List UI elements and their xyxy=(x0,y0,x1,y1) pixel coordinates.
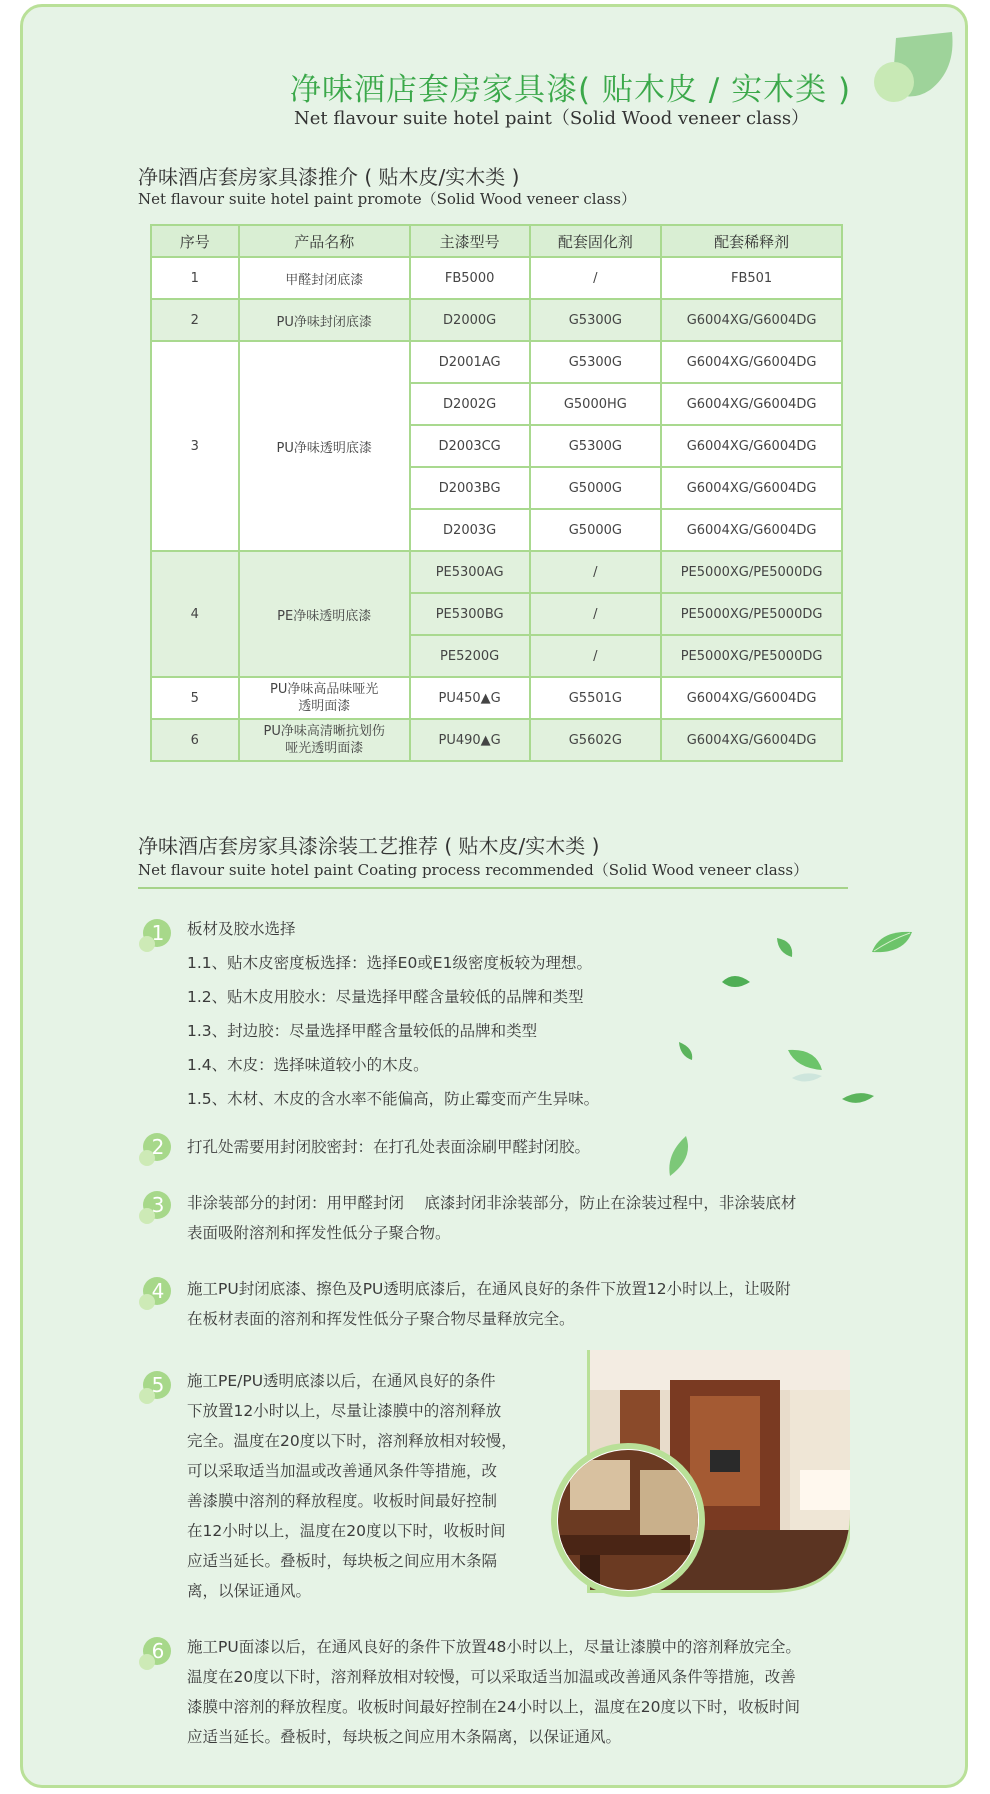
cell-hardener: G5501G xyxy=(530,677,662,719)
step-line: 施工PE/PU透明底漆以后，在通风良好的条件 xyxy=(187,1372,496,1390)
step-number: 6 xyxy=(151,1639,165,1663)
section2-subtitle: Net flavour suite hotel paint Coating process recommended（Solid Wood veneer class） xyxy=(138,861,809,879)
header-cell: 主漆型号 xyxy=(410,225,530,257)
section1-subtitle: Net flavour suite hotel paint promote（Solid Wood veneer class） xyxy=(138,190,636,208)
step-3-text xyxy=(187,1188,796,1248)
cell-thinner: G6004XG/G6004DG xyxy=(661,509,842,551)
cell-thinner: G6004XG/G6004DG xyxy=(661,383,842,425)
cell-model: FB5000 xyxy=(410,257,530,299)
table-row xyxy=(151,719,842,761)
cell-name-line: 透明面漆 xyxy=(298,699,351,714)
step-number-icon xyxy=(138,1370,172,1404)
section-divider xyxy=(138,887,848,889)
cell-name-line: PU净味高品味哑光 xyxy=(270,682,379,697)
cell-no: 3 xyxy=(151,341,239,551)
step-number-icon xyxy=(138,1190,172,1224)
cell-hardener: G5000G xyxy=(530,467,662,509)
step-number: 5 xyxy=(151,1373,165,1397)
step-number-icon xyxy=(138,918,172,952)
cell-thinner: G6004XG/G6004DG xyxy=(661,425,842,467)
step-line: 施工PU面漆以后，在通风良好的条件下放置48小时以上，尽量让漆膜中的溶剂释放完全。 xyxy=(187,1638,801,1656)
cell-thinner: FB501 xyxy=(661,257,842,299)
step-line: 善漆膜中溶剂的释放程度。收板时间最好控制 xyxy=(187,1492,498,1510)
cell-model: PE5300AG xyxy=(410,551,530,593)
product-table xyxy=(150,224,843,762)
step-line: 在板材表面的溶剂和挥发性低分子聚合物尽量释放完全。 xyxy=(187,1310,575,1328)
step-5-text xyxy=(187,1366,517,1606)
cell-thinner: G6004XG/G6004DG xyxy=(661,677,842,719)
header-cell: 配套稀释剂 xyxy=(661,225,842,257)
leaf-icon xyxy=(676,1040,696,1062)
cell-hardener: / xyxy=(530,257,662,299)
table-row xyxy=(151,257,842,299)
step-line: 表面吸附溶剂和挥发性低分子聚合物。 xyxy=(187,1224,451,1242)
step-line: 1.2、贴木皮用胶水：尽量选择甲醛含量较低的品牌和类型 xyxy=(187,988,584,1006)
cell-thinner: G6004XG/G6004DG xyxy=(661,299,842,341)
step-line: 可以采取适当加温或改善通风条件等措施，改 xyxy=(187,1462,498,1480)
step-number: 1 xyxy=(151,921,165,945)
header-cell: 配套固化剂 xyxy=(530,225,662,257)
cell-thinner: PE5000XG/PE5000DG xyxy=(661,635,842,677)
header-cell: 序号 xyxy=(151,225,239,257)
cell-model: PE5300BG xyxy=(410,593,530,635)
page-subtitle: Net flavour suite hotel paint（Solid Wood veneer class） xyxy=(294,108,810,129)
step-number: 3 xyxy=(151,1193,165,1217)
step-6-text xyxy=(187,1632,801,1752)
cell-name-line: 哑光透明面漆 xyxy=(285,741,364,756)
leaf-icon xyxy=(666,1134,694,1178)
cell-hardener: G5000HG xyxy=(530,383,662,425)
step-line: 应适当延长。叠板时，每块板之间应用木条隔离，以保证通风。 xyxy=(187,1728,622,1746)
leaf-icon xyxy=(720,972,752,992)
hotel-room-photo xyxy=(550,1350,850,1600)
cell-no: 6 xyxy=(151,719,239,761)
cell-no: 1 xyxy=(151,257,239,299)
step-number-icon xyxy=(138,1636,172,1670)
cell-thinner: G6004XG/G6004DG xyxy=(661,467,842,509)
cell-name xyxy=(239,677,410,719)
step-line: 板材及胶水选择 xyxy=(187,920,296,938)
page-title: 净味酒店套房家具漆( 贴木皮 / 实木类 ) xyxy=(290,72,852,108)
step-number: 2 xyxy=(151,1135,165,1159)
cell-thinner: PE5000XG/PE5000DG xyxy=(661,593,842,635)
step-line: 温度在20度以下时，溶剂释放相对较慢，可以采取适当加温或改善通风条件等措施，改善 xyxy=(187,1668,796,1686)
leaf-logo-icon xyxy=(872,30,956,106)
cell-name: PU净味透明底漆 xyxy=(239,341,410,551)
cell-no: 2 xyxy=(151,299,239,341)
step-1-text xyxy=(187,912,599,1116)
step-number-icon xyxy=(138,1276,172,1310)
cell-hardener: / xyxy=(530,635,662,677)
step-line: 完全。温度在20度以下时，溶剂释放相对较慢， xyxy=(187,1432,517,1450)
cell-hardener: G5602G xyxy=(530,719,662,761)
table-row xyxy=(151,299,842,341)
cell-model: D2003BG xyxy=(410,467,530,509)
cell-name: PE净味透明底漆 xyxy=(239,551,410,677)
cell-model: D2001AG xyxy=(410,341,530,383)
leaf-icon xyxy=(870,928,914,956)
step-line: 1.1、贴木皮密度板选择：选择E0或E1级密度板较为理想。 xyxy=(187,954,592,972)
table-row xyxy=(151,341,842,383)
step-number-icon xyxy=(138,1132,172,1166)
cell-model: D2003CG xyxy=(410,425,530,467)
cell-model: D2003G xyxy=(410,509,530,551)
section1-title: 净味酒店套房家具漆推介 ( 贴木皮/实木类 ) xyxy=(138,165,520,189)
step-line: 漆膜中溶剂的释放程度。收板时间最好控制在24小时以上，温度在20度以下时，收板时间 xyxy=(187,1698,800,1716)
cell-hardener: G5300G xyxy=(530,299,662,341)
step-4-text xyxy=(187,1274,791,1334)
step-line: 1.4、木皮：选择味道较小的木皮。 xyxy=(187,1056,429,1074)
leaf-icon xyxy=(840,1090,876,1108)
step-line: 1.5、木材、木皮的含水率不能偏高，防止霉变而产生异味。 xyxy=(187,1090,600,1108)
step-line: 离，以保证通风。 xyxy=(187,1582,312,1600)
step-2-text xyxy=(187,1132,590,1162)
cell-model: PU450▲G xyxy=(410,677,530,719)
cell-model: D2000G xyxy=(410,299,530,341)
step-line: 非涂装部分的封闭：用甲醛封闭 底漆封闭非涂装部分，防止在涂装过程中，非涂装底材 xyxy=(187,1194,797,1212)
step-line: 应适当延长。叠板时，每块板之间应用木条隔 xyxy=(187,1552,498,1570)
cell-hardener: G5000G xyxy=(530,509,662,551)
cell-name-line: PU净味高清晰抗划伤 xyxy=(263,724,385,739)
cell-no: 4 xyxy=(151,551,239,677)
cell-name xyxy=(239,719,410,761)
cell-thinner: PE5000XG/PE5000DG xyxy=(661,551,842,593)
cell-hardener: G5300G xyxy=(530,341,662,383)
step-line: 在12小时以上，温度在20度以下时，收板时间 xyxy=(187,1522,506,1540)
cell-thinner: G6004XG/G6004DG xyxy=(661,341,842,383)
cell-no: 5 xyxy=(151,677,239,719)
cell-model: D2002G xyxy=(410,383,530,425)
step-line: 1.3、封边胶：尽量选择甲醛含量较低的品牌和类型 xyxy=(187,1022,538,1040)
cell-thinner: G6004XG/G6004DG xyxy=(661,719,842,761)
section2-title: 净味酒店套房家具漆涂装工艺推荐 ( 贴木皮/实木类 ) xyxy=(138,834,600,858)
cell-name: PU净味封闭底漆 xyxy=(239,299,410,341)
table-row xyxy=(151,677,842,719)
leaf-icon xyxy=(790,1070,824,1086)
cell-hardener: / xyxy=(530,593,662,635)
cell-hardener: G5300G xyxy=(530,425,662,467)
table-header-row xyxy=(151,225,842,257)
table-row xyxy=(151,551,842,593)
cell-name: 甲醛封闭底漆 xyxy=(239,257,410,299)
header-cell: 产品名称 xyxy=(239,225,410,257)
step-line: 施工PU封闭底漆、擦色及PU透明底漆后，在通风良好的条件下放置12小时以上，让吸附 xyxy=(187,1280,791,1298)
leaf-icon xyxy=(774,935,796,959)
cell-hardener: / xyxy=(530,551,662,593)
cell-model: PU490▲G xyxy=(410,719,530,761)
step-number: 4 xyxy=(151,1279,165,1303)
cell-model: PE5200G xyxy=(410,635,530,677)
step-line: 打孔处需要用封闭胶密封：在打孔处表面涂刷甲醛封闭胶。 xyxy=(187,1138,591,1156)
step-line: 下放置12小时以上，尽量让漆膜中的溶剂释放 xyxy=(187,1402,502,1420)
leaf-icon xyxy=(786,1046,824,1072)
